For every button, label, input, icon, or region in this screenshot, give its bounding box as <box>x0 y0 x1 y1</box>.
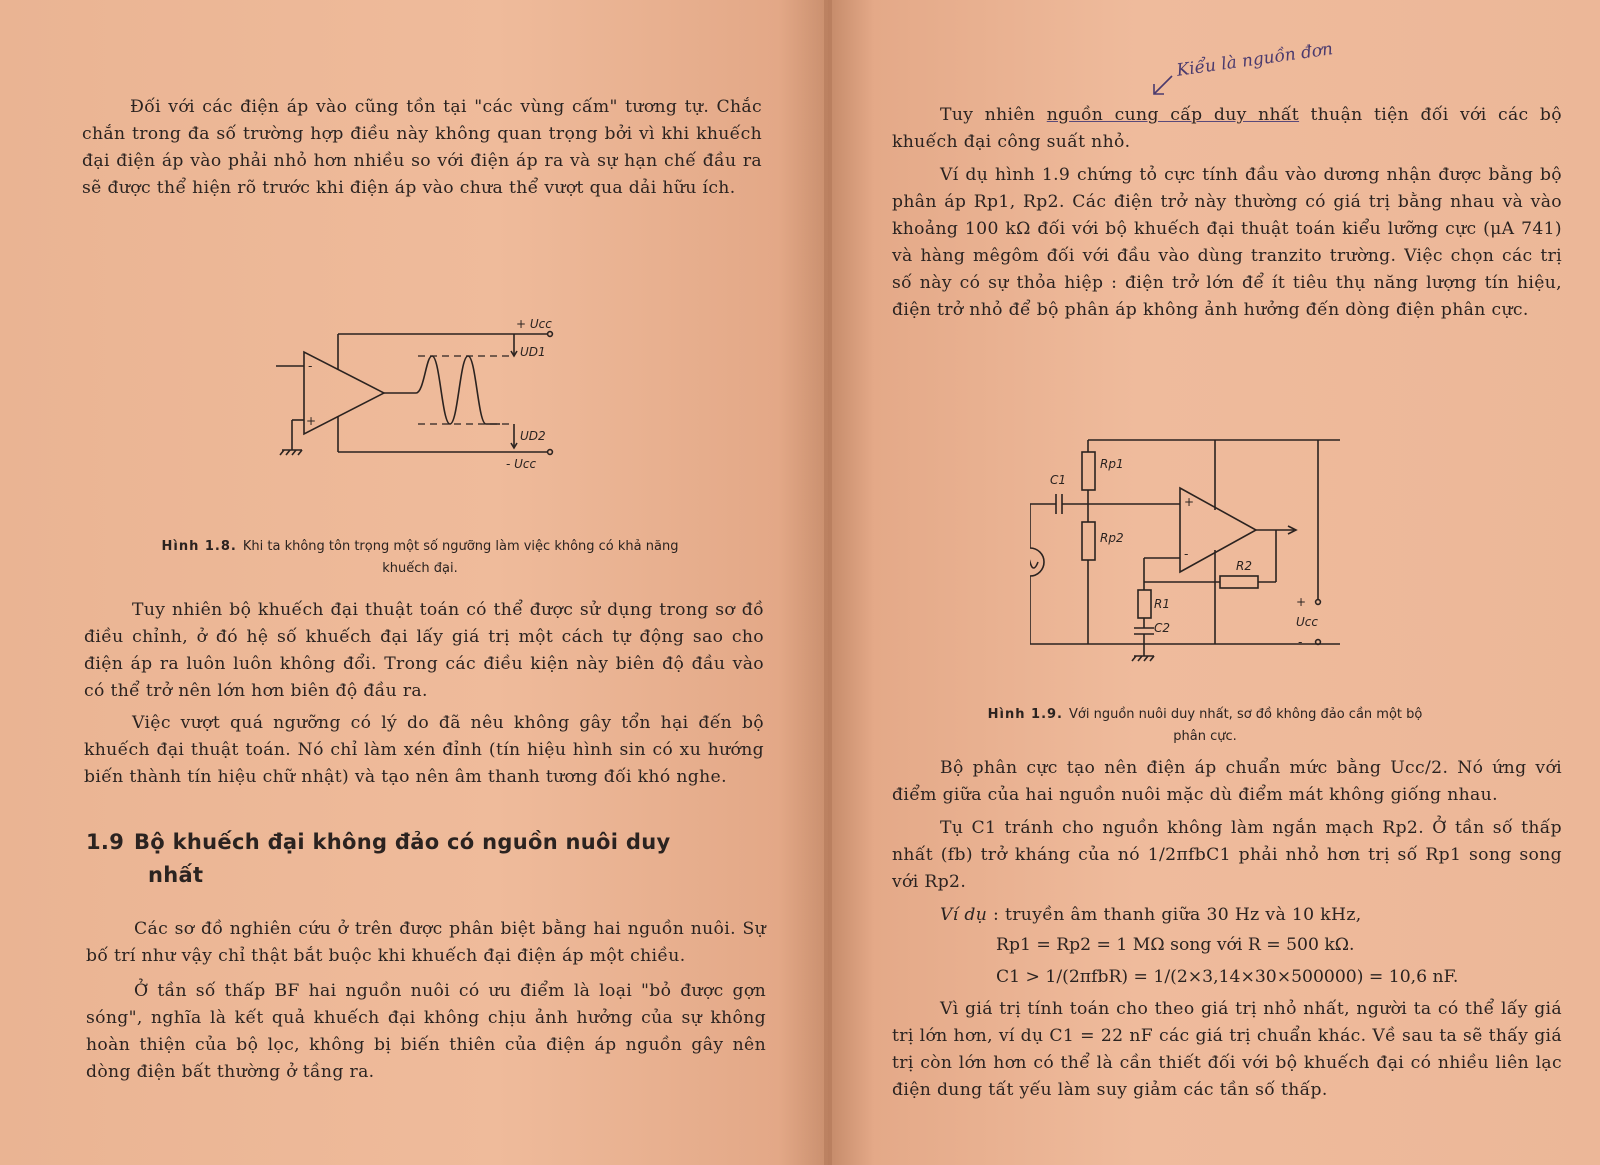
right-paragraph-1 <box>892 102 1562 156</box>
right-paragraph-4: Tụ C1 tránh cho nguồn không làm ngắn mạch Rp2. Ở tần số thấp nhất (fb) trở kháng của nó 1/2πfbC1 phải nhỏ hơn trị số Rp1 song song với Rp2. <box>892 818 1562 892</box>
label-opamp-minus: - <box>1184 547 1189 561</box>
label-r1: R1 <box>1154 597 1170 611</box>
label-rp2: Rp2 <box>1100 531 1124 545</box>
section-heading <box>86 826 766 892</box>
formula-1: Rp1 = Rp2 = 1 MΩ song với R = 500 kΩ. <box>996 935 1355 955</box>
label-ucc: Ucc <box>1296 615 1318 629</box>
label-ucc-neg: - Ucc <box>506 457 537 471</box>
label-ucc-pos: + Ucc <box>516 318 552 331</box>
caption-text: Với nguồn nuôi duy nhất, sơ đồ không đảo cần một bộ phân cực. <box>1069 707 1423 744</box>
underlined-phrase: nguồn cung cấp duy nhất <box>1046 105 1300 125</box>
figure-1-8-circuit <box>268 318 568 480</box>
figure-1-9-circuit <box>1030 432 1360 672</box>
label-c2: C2 <box>1154 621 1171 635</box>
label-ud2: UD2 <box>520 429 546 443</box>
label-inverting-input: - <box>308 359 313 373</box>
label-opamp-plus: + <box>1184 495 1195 509</box>
resistor-r1 <box>1138 590 1151 618</box>
section-title-line-1: Bộ khuếch đại không đảo có nguồn nuôi duy <box>134 830 671 854</box>
ac-source <box>1030 548 1044 576</box>
label-ud1: UD1 <box>520 345 546 359</box>
right-p1-end: thuận tiện đối với các bộ khuếch đại công suất nhỏ. <box>892 105 1562 152</box>
example-text: : truyền âm thanh giữa 30 Hz và 10 kHz, <box>987 905 1362 925</box>
figure-1-9-caption <box>970 704 1440 748</box>
handwritten-arrow <box>1148 72 1178 100</box>
left-paragraph-4: Các sơ đồ nghiên cứu ở trên được phân biệt bằng hai nguồn nuôi. Sự bố trí như vậy chỉ thật bắt buộc khi khuếch đại điện áp một chiều. <box>86 919 766 966</box>
caption-label: Hình 1.8. <box>161 539 237 554</box>
book-gutter <box>824 0 832 1165</box>
label-rp1: Rp1 <box>1100 457 1124 471</box>
label-c1: C1 <box>1050 473 1067 487</box>
caption-text: Khi ta không tôn trọng một số ngưỡng làm việc không có khả năng khuếch đại. <box>242 539 679 576</box>
left-paragraph-1: Đối với các điện áp vào cũng tồn tại "các vùng cấm" tương tự. Chắc chắn trong đa số trường hợp điều này không quan trọng bởi vì khi khuếch đại điện áp vào phải nhỏ hơn nhiều so với điện áp ra và sự hạn chế đầu ra sẽ được thể hiện rõ trước khi điện áp vào chưa thể vượt qua dải hữu ích. <box>82 97 762 198</box>
example-label: Ví dụ <box>940 905 988 925</box>
section-number: 1.9 <box>86 830 125 854</box>
right-paragraph-2: Ví dụ hình 1.9 chứng tỏ cực tính đầu vào dương nhận được bằng bộ phân áp Rp1, Rp2. Các điện trở này thường có giá trị bằng nhau và vào khoảng 100 kΩ đối với bộ khuếch đại thuật toán kiểu lưỡng cực (μA 741) và hàng mêgôm đối với đầu vào dùng tranzito trường. Việc chọn các trị số này có sự thỏa hiệp : điện trở lớn để ít tiêu thụ năng lượng tín hiệu, điện trở nhỏ để bộ phân áp không ảnh hưởng đến dòng điện phân cực. <box>892 165 1562 320</box>
caption-label: Hình 1.9. <box>987 707 1063 722</box>
label-ucc-minus: - <box>1298 635 1303 649</box>
label-ucc-plus: + <box>1296 595 1307 609</box>
left-paragraph-2: Tuy nhiên bộ khuếch đại thuật toán có thể được sử dụng trong sơ đồ điều chỉnh, ở đó hệ số khuếch đại lấy giá trị một cách tự động sao cho điện áp ra luôn luôn không đổi. Trong các điều kiện này biên độ đầu vào có thể trở nên lớn hơn biên độ đầu ra. <box>84 600 764 701</box>
resistor-rp2 <box>1082 522 1095 560</box>
figure-1-8-caption <box>140 536 700 580</box>
resistor-rp1 <box>1082 452 1095 490</box>
left-paragraph-3: Việc vượt quá ngưỡng có lý do đã nêu không gây tổn hại đến bộ khuếch đại thuật toán. Nó chỉ làm xén đỉnh (tín hiệu hình sin có xu hướng biến thành tín hiệu chữ nhật) và tạo nên âm thanh tương đối khó nghe. <box>84 713 764 787</box>
example-line <box>892 902 1562 929</box>
handwritten-note: Kiểu là nguồn đơn <box>1175 39 1335 81</box>
label-r2: R2 <box>1236 559 1252 573</box>
right-paragraph-5: Vì giá trị tính toán cho theo giá trị nhỏ nhất, người ta có thể lấy giá trị lớn hơn, ví dụ C1 = 22 nF các giá trị chuẩn khác. Về sau ta sẽ thấy giá trị còn lớn hơn có thể là cần thiết đối với bộ khuếch đại có nhiều liên lạc điện dung tất yếu làm suy giảm các tần số thấp. <box>892 999 1562 1100</box>
resistor-r2 <box>1220 576 1258 588</box>
right-paragraph-3: Bộ phân cực tạo nên điện áp chuẩn mức bằng Ucc/2. Nó ứng với điểm giữa của hai nguồn nuôi mặc dù điểm mát không giống nhau. <box>892 758 1562 805</box>
left-paragraph-5: Ở tần số thấp BF hai nguồn nuôi có ưu điểm là loại "bỏ được gợn sóng", nghĩa là kết quả khuếch đại không chịu ảnh hưởng của sự không hoàn thiện của bộ lọc, không bị biến thiên của điện áp nguồn gây nên dòng điện bất thường ở tầng ra. <box>86 981 766 1082</box>
formula-2: C1 > 1/(2πfbR) = 1/(2×3,14×30×500000) = 10,6 nF. <box>996 967 1459 987</box>
section-title-line-2: nhất <box>148 863 204 887</box>
right-p1-start: Tuy nhiên <box>940 105 1047 125</box>
label-noninverting-input: + <box>306 414 317 428</box>
clipped-sine-wave <box>384 356 500 424</box>
